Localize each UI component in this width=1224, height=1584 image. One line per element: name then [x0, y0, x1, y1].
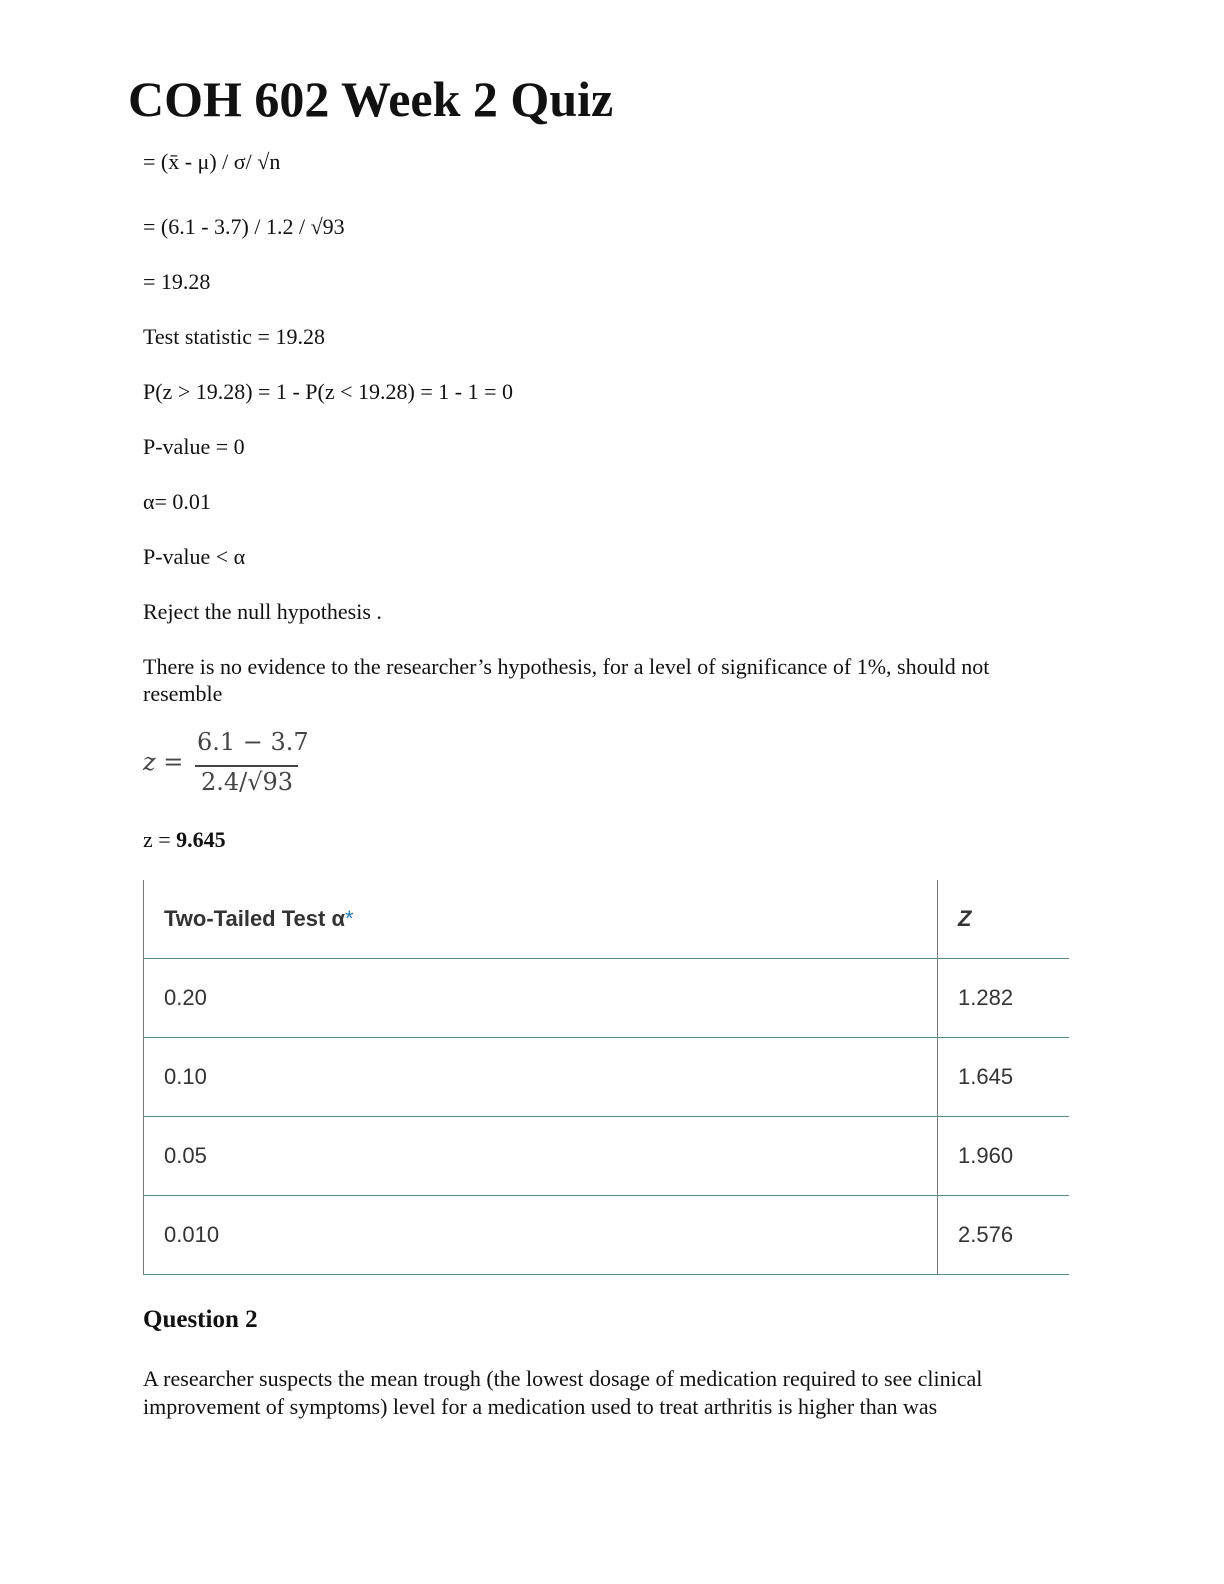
z-cell: 1.960: [938, 1117, 1070, 1196]
alpha-cell: 0.20: [144, 959, 938, 1038]
z-cell: 1.282: [938, 959, 1070, 1038]
alpha-cell: 0.010: [144, 1196, 938, 1275]
table-row: [144, 1196, 1070, 1275]
formula-line-result: = 19.28: [143, 269, 211, 294]
header-alpha: [144, 880, 938, 959]
p-value-line: P-value = 0: [143, 434, 245, 459]
alpha-line: α= 0.01: [143, 489, 211, 514]
z-result-value: 9.645: [176, 827, 226, 852]
test-statistic-line: Test statistic = 19.28: [143, 324, 325, 349]
table-header-row: [144, 880, 1070, 959]
alpha-cell: 0.10: [144, 1038, 938, 1117]
table-row: [144, 1038, 1070, 1117]
comparison-line: P-value < α: [143, 544, 246, 569]
z-cell: 1.645: [938, 1038, 1070, 1117]
header-footnote-star: *: [344, 906, 354, 931]
page-title: COH 602 Week 2 Quiz: [128, 71, 614, 127]
formula-numerator: 6.1 − 3.7: [197, 728, 309, 756]
formula-lhs: z =: [143, 748, 184, 776]
formula-denominator: 2.4/√93: [200, 768, 294, 796]
decision-line: Reject the null hypothesis .: [143, 599, 382, 624]
formula-line-substituted: = (6.1 - 3.7) / 1.2 / √93: [143, 214, 345, 239]
question-2-heading: Question 2: [143, 1306, 258, 1333]
fraction-bar: [195, 765, 298, 767]
formula-line-general: = (x̄ - μ) / σ/ √n: [143, 149, 281, 174]
critical-values-table: [143, 880, 1069, 1275]
alpha-cell: 0.05: [144, 1117, 938, 1196]
z-result-label: z =: [143, 827, 177, 852]
z-cell: 2.576: [938, 1196, 1070, 1275]
conclusion-paragraph: There is no evidence to the researcher’s hypothesis, for a level of significance of 1%, should not resemble: [143, 654, 990, 706]
z-result: [143, 826, 226, 853]
table-row: [144, 959, 1070, 1038]
header-z: Z: [938, 880, 1070, 959]
probability-line: P(z > 19.28) = 1 - P(z < 19.28) = 1 - 1 = 0: [143, 379, 513, 404]
header-alpha-label: Two-Tailed Test α: [164, 906, 345, 931]
table-row: [144, 1117, 1070, 1196]
question-2-text: A researcher suspects the mean trough (the lowest dosage of medication required to see clinical improvement of symptoms) level for a medication used to treat arthritis is higher than was: [143, 1366, 983, 1419]
